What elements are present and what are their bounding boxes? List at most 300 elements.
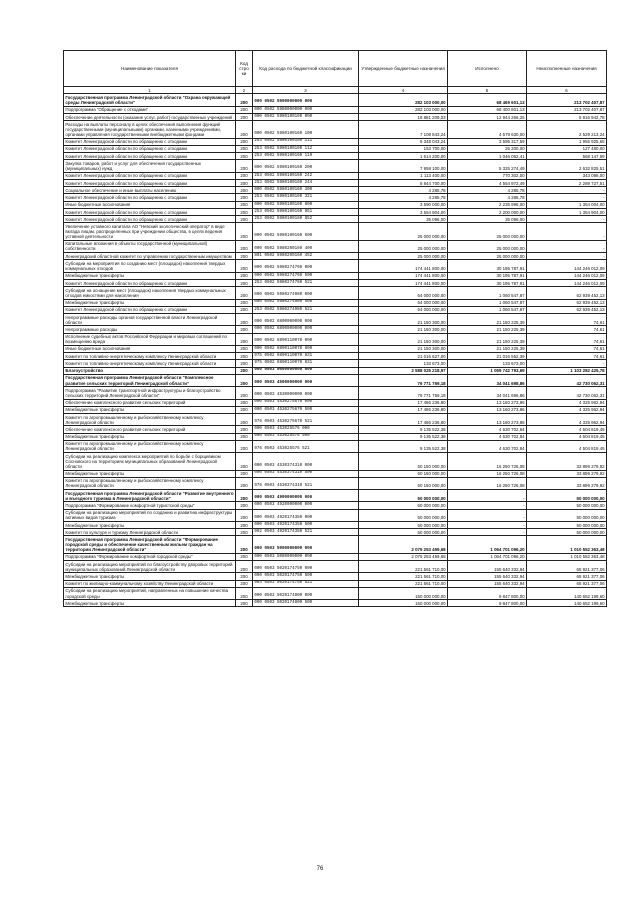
row-name: Субсидии на реализацию мероприятий по благоустройству дворовых территорий муниципальных образований Ленинградской области: [64, 561, 236, 573]
row-approved: 21 016 627,00: [359, 353, 448, 360]
row-kbk: 000 0503 4500000000 000: [253, 374, 359, 386]
row-kbk: 000 0503 5000000000 000: [253, 536, 359, 553]
row-approved: 64 000 000,00: [359, 299, 448, 306]
row-kbk: 000 0503 453025576 000: [253, 426, 359, 433]
row-unexecuted: 74,61: [527, 353, 607, 360]
table-row: [64, 387, 607, 399]
row-code: 200: [236, 529, 253, 536]
row-kbk: 000 0503 4900000000 000: [253, 490, 359, 502]
row-kbk: 253 0502 5980100160 321: [253, 194, 359, 201]
row-executed: 16 250 726,08: [448, 477, 527, 489]
row-executed: 4 554 972,49: [448, 179, 527, 186]
row-approved: 2 075 253 459,68: [359, 553, 448, 560]
row-executed: 1 059 742 793,69: [448, 367, 527, 374]
row-name: Государственная программа Ленинградской области "Формирование городской среды и обеспечение качественным жильем граждан на территории Ленинградской области": [64, 536, 236, 553]
row-executed: 770 302,00: [448, 172, 527, 179]
row-name: Комитет по агропромышленному и рыбохозяйственному комплексу Ленинградской области: [64, 440, 236, 452]
row-code: 200: [236, 353, 253, 360]
row-executed: 30 195 787,91: [448, 260, 527, 272]
row-kbk: 253 0502 5980100160 244: [253, 179, 359, 186]
row-kbk: 000 0503 4530000000 000: [253, 387, 359, 399]
column-number: 2: [236, 87, 253, 94]
table-row: [64, 314, 607, 326]
table-row: [64, 561, 607, 573]
row-kbk: 000 0503 5020174800 000: [253, 587, 359, 599]
table-row: [64, 145, 607, 152]
row-approved: 282 103 000,00: [359, 94, 448, 106]
row-kbk: 000 0503 0000000000 000: [253, 367, 359, 374]
row-approved: 221 561 710,00: [359, 573, 448, 580]
row-code: 200: [236, 440, 253, 452]
row-unexecuted: 2 289 727,51: [527, 179, 607, 186]
row-approved: 50 150 000,00: [359, 470, 448, 477]
row-unexecuted: 62 939 452,13: [527, 287, 607, 299]
table-row: [64, 94, 607, 106]
row-executed: 133 673,00: [448, 360, 527, 367]
table-row: [64, 223, 607, 240]
row-kbk: 000 0502 5980100160 000: [253, 114, 359, 121]
row-code: 200: [236, 477, 253, 489]
row-executed: 4 630 702,64: [448, 426, 527, 433]
row-name: Межбюджетные трансферты: [64, 573, 236, 580]
row-name: Подпрограмма "Формирование комфортной городской среды": [64, 553, 236, 560]
row-executed: 13 160 273,86: [448, 399, 527, 406]
row-code: 200: [236, 223, 253, 240]
table-row: [64, 299, 607, 306]
row-unexecuted: -: [527, 253, 607, 260]
row-name: Обеспечение деятельности (оказание услуг, работ) государственных учреждений: [64, 114, 236, 121]
row-unexecuted: 74,61: [527, 345, 607, 352]
row-code: 200: [236, 333, 253, 345]
row-unexecuted: 74,61: [527, 326, 607, 333]
row-kbk: 000 0502 6890110070 000: [253, 333, 359, 345]
row-approved: 221 561 710,00: [359, 580, 448, 587]
row-kbk: 000 0502 6890000000 000: [253, 326, 359, 333]
table-row: [64, 160, 607, 172]
row-approved: 150 000 000,00: [359, 587, 448, 599]
row-executed: -: [448, 521, 527, 528]
row-unexecuted: -: [527, 187, 607, 194]
table-row: [64, 433, 607, 440]
row-code: 200: [236, 561, 253, 573]
table-row: [64, 414, 607, 426]
row-executed: 68 400 601,13: [448, 106, 527, 113]
table-row: [64, 121, 607, 138]
row-kbk: 000 0503 4920000000 000: [253, 502, 359, 509]
row-name: Ленинградский областной комитет по управлению государственным имуществом: [64, 253, 236, 260]
row-code: 200: [236, 587, 253, 599]
row-name: Субсидии на оснащение мест (площадок) накопления твердых коммунальных отходов емкостями для накопления: [64, 287, 236, 299]
row-code: 200: [236, 253, 253, 260]
row-name: Комитет Ленинградской области по обращению с отходами: [64, 306, 236, 313]
row-unexecuted: 213 702 407,87: [527, 94, 607, 106]
row-name: Комитет Ленинградской области по обращению с отходами: [64, 279, 236, 286]
row-approved: 21 150 300,00: [359, 314, 448, 326]
row-name: Субсидии на мероприятия по созданию мест (площадок) накопления твердых коммунальных отходов: [64, 260, 236, 272]
column-number: 6: [527, 87, 607, 94]
row-executed: 25 000 000,00: [448, 240, 527, 252]
row-unexecuted: -: [527, 216, 607, 223]
row-name: Комитет по жилищно-коммунальному хозяйству Ленинградской области: [64, 580, 236, 587]
table-row: [64, 326, 607, 333]
row-name: Увеличение уставного капитала АО "Невский экологический оператор" в виде вклада лицам, распределенных при учреждении общества, в целях ведения уставной деятельности: [64, 223, 236, 240]
row-name: Субсидии на реализацию мероприятий, направленных на повышение качества городской среды: [64, 587, 236, 599]
row-name: Межбюджетные трансферты: [64, 406, 236, 413]
row-kbk: 976 0503 453025576 521: [253, 440, 359, 452]
row-unexecuted: 62 939 452,13: [527, 306, 607, 313]
row-approved: 2 588 025 218,97: [359, 367, 448, 374]
row-approved: 3 554 904,00: [359, 208, 448, 215]
row-kbk: 253 0502 5980100160 852: [253, 216, 359, 223]
row-unexecuted: 1 955 925,65: [527, 138, 607, 145]
row-code: 200: [236, 272, 253, 279]
row-unexecuted: 343 098,00: [527, 172, 607, 179]
table-row: [64, 179, 607, 186]
table-row: [64, 521, 607, 528]
table-row: [64, 470, 607, 477]
table-row: [64, 374, 607, 386]
row-kbk: 000 0502 5980274980 000: [253, 287, 359, 299]
row-kbk: 975 0502 6890110070 831: [253, 353, 359, 360]
row-kbk: 000 0502 5980100160 800: [253, 201, 359, 208]
table-row: [64, 600, 607, 607]
row-kbk: 000 0503 5020174750 000: [253, 561, 359, 573]
row-name: Комитет по топливно-энергетическому комплексу Ленинградской области: [64, 360, 236, 367]
row-unexecuted: -: [527, 360, 607, 367]
row-executed: 4 285,78: [448, 194, 527, 201]
table-row: [64, 440, 607, 452]
row-unexecuted: 50 000 000,00: [527, 529, 607, 536]
row-unexecuted: 1 010 552 363,48: [527, 536, 607, 553]
row-kbk: 976 0503 4530374310 521: [253, 477, 359, 489]
row-name: Благоустройство: [64, 367, 236, 374]
row-unexecuted: 74,61: [527, 314, 607, 326]
table-row: [64, 353, 607, 360]
table-row: [64, 201, 607, 208]
row-name: Подпрограмма "Формирование комфортной туристской среды": [64, 502, 236, 509]
row-approved: 174 441 800,00: [359, 272, 448, 279]
row-approved: 21 150 300,00: [359, 333, 448, 345]
table-row: [64, 426, 607, 433]
row-executed: 21 150 225,39: [448, 326, 527, 333]
row-executed: -: [448, 509, 527, 521]
row-code: 200: [236, 121, 253, 138]
row-name: Комитет Ленинградской области по обращению с отходами: [64, 172, 236, 179]
table-row: [64, 490, 607, 502]
row-executed: 5 325 274,49: [448, 160, 527, 172]
row-code: 200: [236, 114, 253, 121]
row-executed: 1 060 547,87: [448, 299, 527, 306]
row-name: Комитет Ленинградской области по обращению с отходами: [64, 145, 236, 152]
row-executed: 16 250 726,08: [448, 453, 527, 470]
row-approved: 4 285,78: [359, 194, 448, 201]
row-kbk: 984 0503 5020174750 521: [253, 580, 359, 587]
table-row: [64, 138, 607, 145]
row-code: 200: [236, 138, 253, 145]
row-name: Комитет Ленинградской области по обращению с отходами: [64, 153, 236, 160]
row-unexecuted: 127 480,00: [527, 145, 607, 152]
row-unexecuted: 50 000 000,00: [527, 490, 607, 502]
row-executed: 25 000 000,00: [448, 223, 527, 240]
row-kbk: 000 0503 4920174350 500: [253, 521, 359, 528]
row-kbk: 000 0502 5980274980 500: [253, 299, 359, 306]
row-code: 200: [236, 208, 253, 215]
row-code: 200: [236, 326, 253, 333]
row-name: Обеспечение комплексного развития сельских территорий: [64, 399, 236, 406]
row-executed: 34 041 698,86: [448, 374, 527, 386]
row-code: 200: [236, 573, 253, 580]
row-approved: 174 441 800,00: [359, 279, 448, 286]
row-kbk: 253 0502 5980100160 851: [253, 208, 359, 215]
table-row: [64, 553, 607, 560]
table-row: [64, 477, 607, 489]
page-number: 76: [316, 866, 324, 872]
row-executed: 155 640 332,94: [448, 580, 527, 587]
row-unexecuted: 144 246 012,09: [527, 260, 607, 272]
row-kbk: 000 0502 5980100160 600: [253, 223, 359, 240]
row-approved: 50 000 000,00: [359, 509, 448, 521]
table-row: [64, 194, 607, 201]
table-row: [64, 306, 607, 313]
row-approved: 50 000 000,00: [359, 529, 448, 536]
row-executed: 4 579 630,00: [448, 121, 527, 138]
row-name: Комитет Ленинградской области по обращению с отходами: [64, 179, 236, 186]
table-row: [64, 216, 607, 223]
table-row: [64, 153, 607, 160]
row-kbk: 253 0502 5980100160 242: [253, 172, 359, 179]
table-row: [64, 360, 607, 367]
table-row: [64, 367, 607, 374]
row-code: 200: [236, 260, 253, 272]
row-approved: 174 441 800,00: [359, 260, 448, 272]
row-executed: 21 016 552,39: [448, 353, 527, 360]
row-approved: 25 000 000,00: [359, 240, 448, 252]
table-row: [64, 114, 607, 121]
row-executed: -: [448, 502, 527, 509]
row-name: Исполнение судебных актов Российской Федерации и мировых соглашений по возмещению вреда: [64, 333, 236, 345]
row-code: 200: [236, 360, 253, 367]
row-executed: 4 630 702,84: [448, 440, 527, 452]
row-approved: 282 103 000,00: [359, 106, 448, 113]
row-approved: 153 700,00: [359, 145, 448, 152]
row-code: 200: [236, 299, 253, 306]
row-approved: 50 000 000,00: [359, 490, 448, 502]
row-name: Обеспечение комплексного развития сельских территорий: [64, 426, 236, 433]
row-approved: 25 000 000,00: [359, 253, 448, 260]
row-approved: 21 150 300,00: [359, 326, 448, 333]
row-code: 200: [236, 94, 253, 106]
row-name: Непрограммные расходы органов государственной власти Ленинградской области: [64, 314, 236, 326]
row-executed: 68 469 601,13: [448, 94, 527, 106]
row-kbk: 000 0502 5980000000 000: [253, 106, 359, 113]
row-approved: 5 348 043,24: [359, 138, 448, 145]
row-kbk: 000 0502 6890110070 800: [253, 345, 359, 352]
row-kbk: 000 0503 4920174350 000: [253, 509, 359, 521]
row-approved: 76 771 759,18: [359, 387, 448, 399]
row-unexecuted: 50 000 000,00: [527, 502, 607, 509]
row-name: Государственная программа Ленинградской области "Развитие внутреннего и въездного туризма в Ленинградской области": [65, 490, 234, 501]
row-executed: 1 060 547,87: [448, 306, 527, 313]
row-approved: 21 150 300,00: [359, 345, 448, 352]
row-executed: 155 640 332,94: [448, 561, 527, 573]
table-row: [64, 240, 607, 252]
row-name: Иные бюджетные ассигнования: [64, 201, 236, 208]
row-approved: 9 135 522,38: [359, 426, 448, 433]
row-name: Социальное обеспечение и иные выплаты населению: [64, 187, 236, 194]
row-kbk: 253 0502 5980100160 112: [253, 145, 359, 152]
row-name: Межбюджетные трансферты: [64, 470, 236, 477]
row-code: 200: [236, 453, 253, 470]
row-approved: 17 486 236,80: [359, 414, 448, 426]
row-executed: 21 150 225,39: [448, 333, 527, 345]
row-kbk: 253 0502 5980274980 521: [253, 306, 359, 313]
row-unexecuted: 4 325 962,94: [527, 414, 607, 426]
row-approved: 4 285,78: [359, 187, 448, 194]
row-unexecuted: 65 921 377,06: [527, 573, 607, 580]
row-kbk: 000 0502 5900000000 000: [253, 94, 359, 106]
row-code: 200: [236, 399, 253, 406]
row-kbk: 000 0502 5980100160 200: [253, 160, 359, 172]
table-row: [64, 573, 607, 580]
row-name: Иные бюджетные ассигнования: [64, 345, 236, 352]
row-approved: 17 486 236,80: [359, 399, 448, 406]
row-kbk: 253 0502 5980274760 521: [253, 279, 359, 286]
row-approved: 50 150 000,00: [359, 453, 448, 470]
row-name: Капитальные вложения в объекты государственной (муниципальной) собственности: [64, 240, 236, 252]
row-executed: 34 041 696,86: [448, 387, 527, 399]
row-executed: 26 200,00: [448, 145, 527, 152]
row-unexecuted: 42 730 062,31: [527, 374, 607, 386]
row-unexecuted: 2 632 825,51: [527, 160, 607, 172]
row-unexecuted: 33 899 279,92: [527, 477, 607, 489]
row-name: Государственная программа Ленинградской области "Комплексное развитие сельских территорий Ленинградской области": [64, 374, 236, 386]
row-unexecuted: 144 246 012,09: [527, 279, 607, 286]
row-kbk: 902 0503 4920174350 521: [253, 529, 359, 536]
row-kbk: 000 0503 5020174750 500: [253, 573, 359, 580]
row-code: 200: [236, 279, 253, 286]
row-code: 200: [236, 426, 253, 433]
table-row: [64, 587, 607, 599]
row-executed: 25 000 000,00: [448, 253, 527, 260]
table-row: [64, 333, 607, 345]
row-unexecuted: 1 354 904,00: [527, 208, 607, 215]
row-code: 200: [236, 172, 253, 179]
row-unexecuted: 62 939 452,13: [527, 299, 607, 306]
row-name: Межбюджетные трансферты: [64, 272, 236, 279]
row-approved: 50 000 000,00: [359, 521, 448, 528]
table-row: [64, 187, 607, 194]
table-row: [64, 529, 607, 536]
row-kbk: 000 0502 5980274760 500: [253, 272, 359, 279]
row-code: 200: [236, 216, 253, 223]
row-approved: 7 108 843,24: [359, 121, 448, 138]
row-unexecuted: 5 916 942,78: [527, 114, 607, 121]
row-code: 200: [236, 406, 253, 413]
row-approved: 18 881 209,03: [359, 114, 448, 121]
row-code: 200: [236, 201, 253, 208]
row-approved: 150 000 000,00: [359, 600, 448, 607]
row-name: Комитет Ленинградской области по обращению с отходами: [64, 194, 236, 201]
row-approved: 133 673,00: [359, 360, 448, 367]
row-code: 200: [236, 374, 253, 386]
row-unexecuted: 33 899 279,92: [527, 453, 607, 470]
row-approved: 25 000 000,00: [359, 223, 448, 240]
row-unexecuted: 74,61: [527, 333, 607, 345]
row-executed: 9 847 800,00: [448, 600, 527, 607]
row-name: Комитет Ленинградской области по обращению с отходами: [64, 216, 236, 223]
row-executed: 1 064 701 096,20: [448, 536, 527, 553]
row-unexecuted: 4 325 962,94: [527, 406, 607, 413]
row-name: Межбюджетные трансферты: [64, 433, 236, 440]
table-body: [64, 94, 607, 607]
row-executed: 155 640 332,94: [448, 573, 527, 580]
row-name: Подпрограмма "Развитие транспортной инфраструктуры и благоустройство сельских территорий Ленинградской области": [64, 387, 236, 399]
row-name: Государственная программа Ленинградской области "Охрана окружающей среды Ленинградской области": [64, 94, 236, 106]
row-name: Закупка товаров, работ и услуг для обеспечения государственных (муниципальных) нужд: [64, 160, 236, 172]
row-approved: 1 614 200,00: [359, 153, 448, 160]
row-unexecuted: 50 000 000,00: [527, 521, 607, 528]
row-unexecuted: 65 921 377,06: [527, 580, 607, 587]
table-row: [64, 502, 607, 509]
row-code: 200: [236, 160, 253, 172]
row-approved: 6 844 700,00: [359, 179, 448, 186]
table-header-row: [64, 51, 607, 87]
row-unexecuted: 65 921 377,06: [527, 561, 607, 573]
row-code: 200: [236, 153, 253, 160]
row-unexecuted: 4 325 962,94: [527, 399, 607, 406]
row-code: 200: [236, 502, 253, 509]
row-unexecuted: 1 103 282 425,78: [527, 367, 607, 374]
row-kbk: 253 0502 5980100160 111: [253, 138, 359, 145]
row-code: 200: [236, 194, 253, 201]
row-name: Комитет по агропромышленному и рыбохозяйственному комплексу Ленинградской области: [64, 477, 236, 489]
row-code: 200: [236, 306, 253, 313]
table-row: [64, 279, 607, 286]
row-kbk: 000 0502 5980200160 400: [253, 240, 359, 252]
row-name: Комитет Ленинградской области по обращению с отходами: [64, 208, 236, 215]
row-kbk: 976 0503 4530275670 521: [253, 414, 359, 426]
row-executed: -: [448, 529, 527, 536]
table-row: [64, 172, 607, 179]
row-kbk: 000 0502 5980100160 100: [253, 121, 359, 138]
row-executed: 1 064 701 096,20: [448, 553, 527, 560]
row-executed: 1 046 052,41: [448, 153, 527, 160]
row-executed: 9 847 800,00: [448, 587, 527, 599]
row-unexecuted: 4 504 819,45: [527, 426, 607, 433]
row-name: Межбюджетные трансферты: [64, 521, 236, 528]
row-executed: 1 060 547,87: [448, 287, 527, 299]
row-code: 200: [236, 240, 253, 252]
row-unexecuted: 1 354 004,00: [527, 201, 607, 208]
table-row: [64, 208, 607, 215]
row-code: 200: [236, 490, 253, 502]
row-executed: 3 595 317,59: [448, 138, 527, 145]
table-row: [64, 272, 607, 279]
row-name: Непрограммные расходы: [64, 326, 236, 333]
table-row: [64, 406, 607, 413]
row-kbk: 000 0503 5080000000 000: [253, 553, 359, 560]
row-code: 200: [236, 509, 253, 521]
column-number-row: [64, 87, 607, 94]
row-name: Комитет Ленинградской области по обращению с отходами: [64, 138, 236, 145]
row-unexecuted: 50 000 000,00: [527, 509, 607, 521]
row-code: 200: [236, 600, 253, 607]
row-approved: 1 113 400,00: [359, 172, 448, 179]
row-code: 200: [236, 387, 253, 399]
row-approved: 9 135 522,38: [359, 440, 448, 452]
table-row: [64, 345, 607, 352]
header-executed: Исполнено: [448, 51, 527, 87]
